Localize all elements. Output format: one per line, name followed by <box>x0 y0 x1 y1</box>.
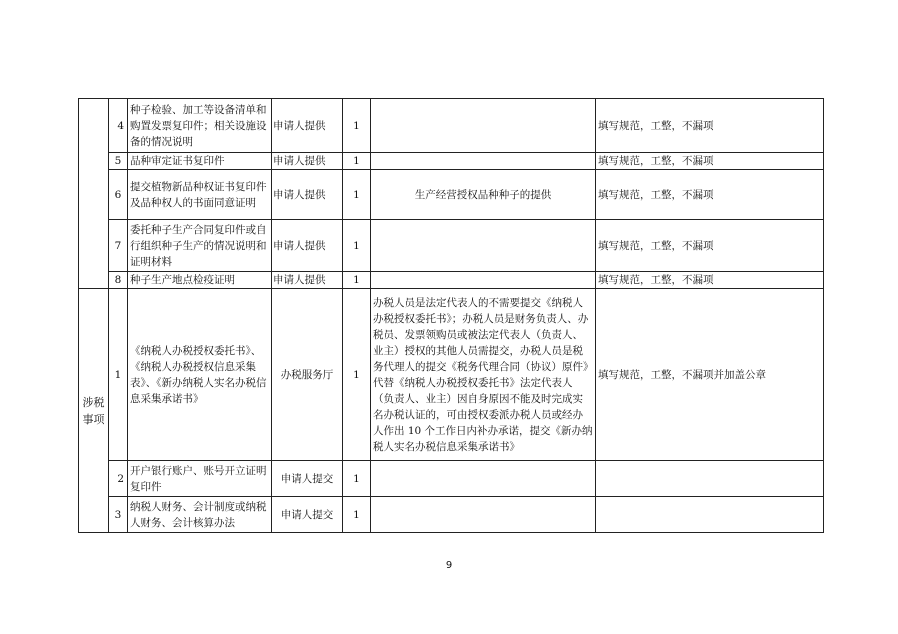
quantity-cell: 1 <box>343 99 371 153</box>
table-row <box>79 461 824 497</box>
table-row <box>79 99 824 153</box>
quantity-cell: 1 <box>343 497 371 533</box>
quantity-cell: 1 <box>343 220 371 272</box>
material-name: 种子生产地点检疫证明 <box>128 272 272 289</box>
standard-cell <box>596 461 824 497</box>
table-row <box>79 289 824 461</box>
row-number: 5 <box>109 153 128 170</box>
material-name: 纳税人财务、会计制度或纳税人财务、会计核算办法 <box>128 497 272 533</box>
table-row <box>79 272 824 289</box>
standard-cell: 填写规范，工整，不漏项 <box>596 220 824 272</box>
material-name: 委托种子生产合同复印件或自行组织种子生产的情况说明和证明材料 <box>128 220 272 272</box>
note-cell <box>371 461 596 497</box>
quantity-cell: 1 <box>343 272 371 289</box>
material-name: 提交植物新品种权证书复印件及品种权人的书面同意证明 <box>128 170 272 220</box>
provider-cell: 申请人提供 <box>272 272 343 289</box>
table-row <box>79 170 824 220</box>
table-row <box>79 497 824 533</box>
row-number: 2 <box>109 461 128 497</box>
row-number: 8 <box>109 272 128 289</box>
table-row <box>79 153 824 170</box>
row-number: 4 <box>109 99 128 153</box>
material-name: 种子检验、加工等设备清单和购置发票复印件；相关设施设备的情况说明 <box>128 99 272 153</box>
material-name: 品种审定证书复印件 <box>128 153 272 170</box>
note-cell <box>371 497 596 533</box>
category-label: 涉税事项 <box>82 395 105 426</box>
table-row <box>79 220 824 272</box>
row-number: 1 <box>109 289 128 461</box>
provider-cell: 申请人提供 <box>272 170 343 220</box>
row-number: 3 <box>109 497 128 533</box>
material-name: 开户银行账户、账号开立证明复印件 <box>128 461 272 497</box>
provider-cell: 申请人提供 <box>272 220 343 272</box>
materials-table <box>78 98 824 533</box>
note-cell <box>371 220 596 272</box>
category-cell <box>79 289 109 533</box>
provider-cell: 申请人提供 <box>272 153 343 170</box>
page-number: 9 <box>445 560 453 571</box>
row-number: 6 <box>109 170 128 220</box>
provider-cell: 申请人提供 <box>272 99 343 153</box>
provider-cell: 申请人提交 <box>272 497 343 533</box>
quantity-cell: 1 <box>343 461 371 497</box>
category-cell <box>79 99 109 289</box>
standard-cell <box>596 497 824 533</box>
row-number: 7 <box>109 220 128 272</box>
note-cell <box>371 272 596 289</box>
standard-cell: 填写规范，工整，不漏项并加盖公章 <box>596 289 824 461</box>
standard-cell: 填写规范，工整，不漏项 <box>596 170 824 220</box>
quantity-cell: 1 <box>343 153 371 170</box>
note-cell <box>371 153 596 170</box>
standard-cell: 填写规范，工整，不漏项 <box>596 153 824 170</box>
quantity-cell: 1 <box>343 289 371 461</box>
note-cell <box>371 99 596 153</box>
quantity-cell: 1 <box>343 170 371 220</box>
provider-cell: 申请人提交 <box>272 461 343 497</box>
standard-cell: 填写规范，工整，不漏项 <box>596 99 824 153</box>
material-name: 《纳税人办税授权委托书》、《纳税人办税授权信息采集表》、《新办纳税人实名办税信息采集承诺书》 <box>128 289 272 461</box>
note-cell: 办税人员是法定代表人的不需要提交《纳税人办税授权委托书》；办税人员是财务负责人、办税员、发票领购员或被法定代表人（负责人、业主）授权的其他人员需提交，办税人员是税务代理人的提交《税务代理合同（协议）原件》代替《纳税人办税授权委托书》法定代表人（负责人、业主）因自身原因不能及时完成实名办税认证的，可由授权委派办税人员或经办人作出 10 个工作日内补办承诺，提交《新办纳税人实名办税信息采集承诺书》 <box>371 289 596 461</box>
provider-cell: 办税服务厅 <box>272 289 343 461</box>
note-cell: 生产经营授权品种种子的提供 <box>371 170 596 220</box>
standard-cell: 填写规范，工整，不漏项 <box>596 272 824 289</box>
